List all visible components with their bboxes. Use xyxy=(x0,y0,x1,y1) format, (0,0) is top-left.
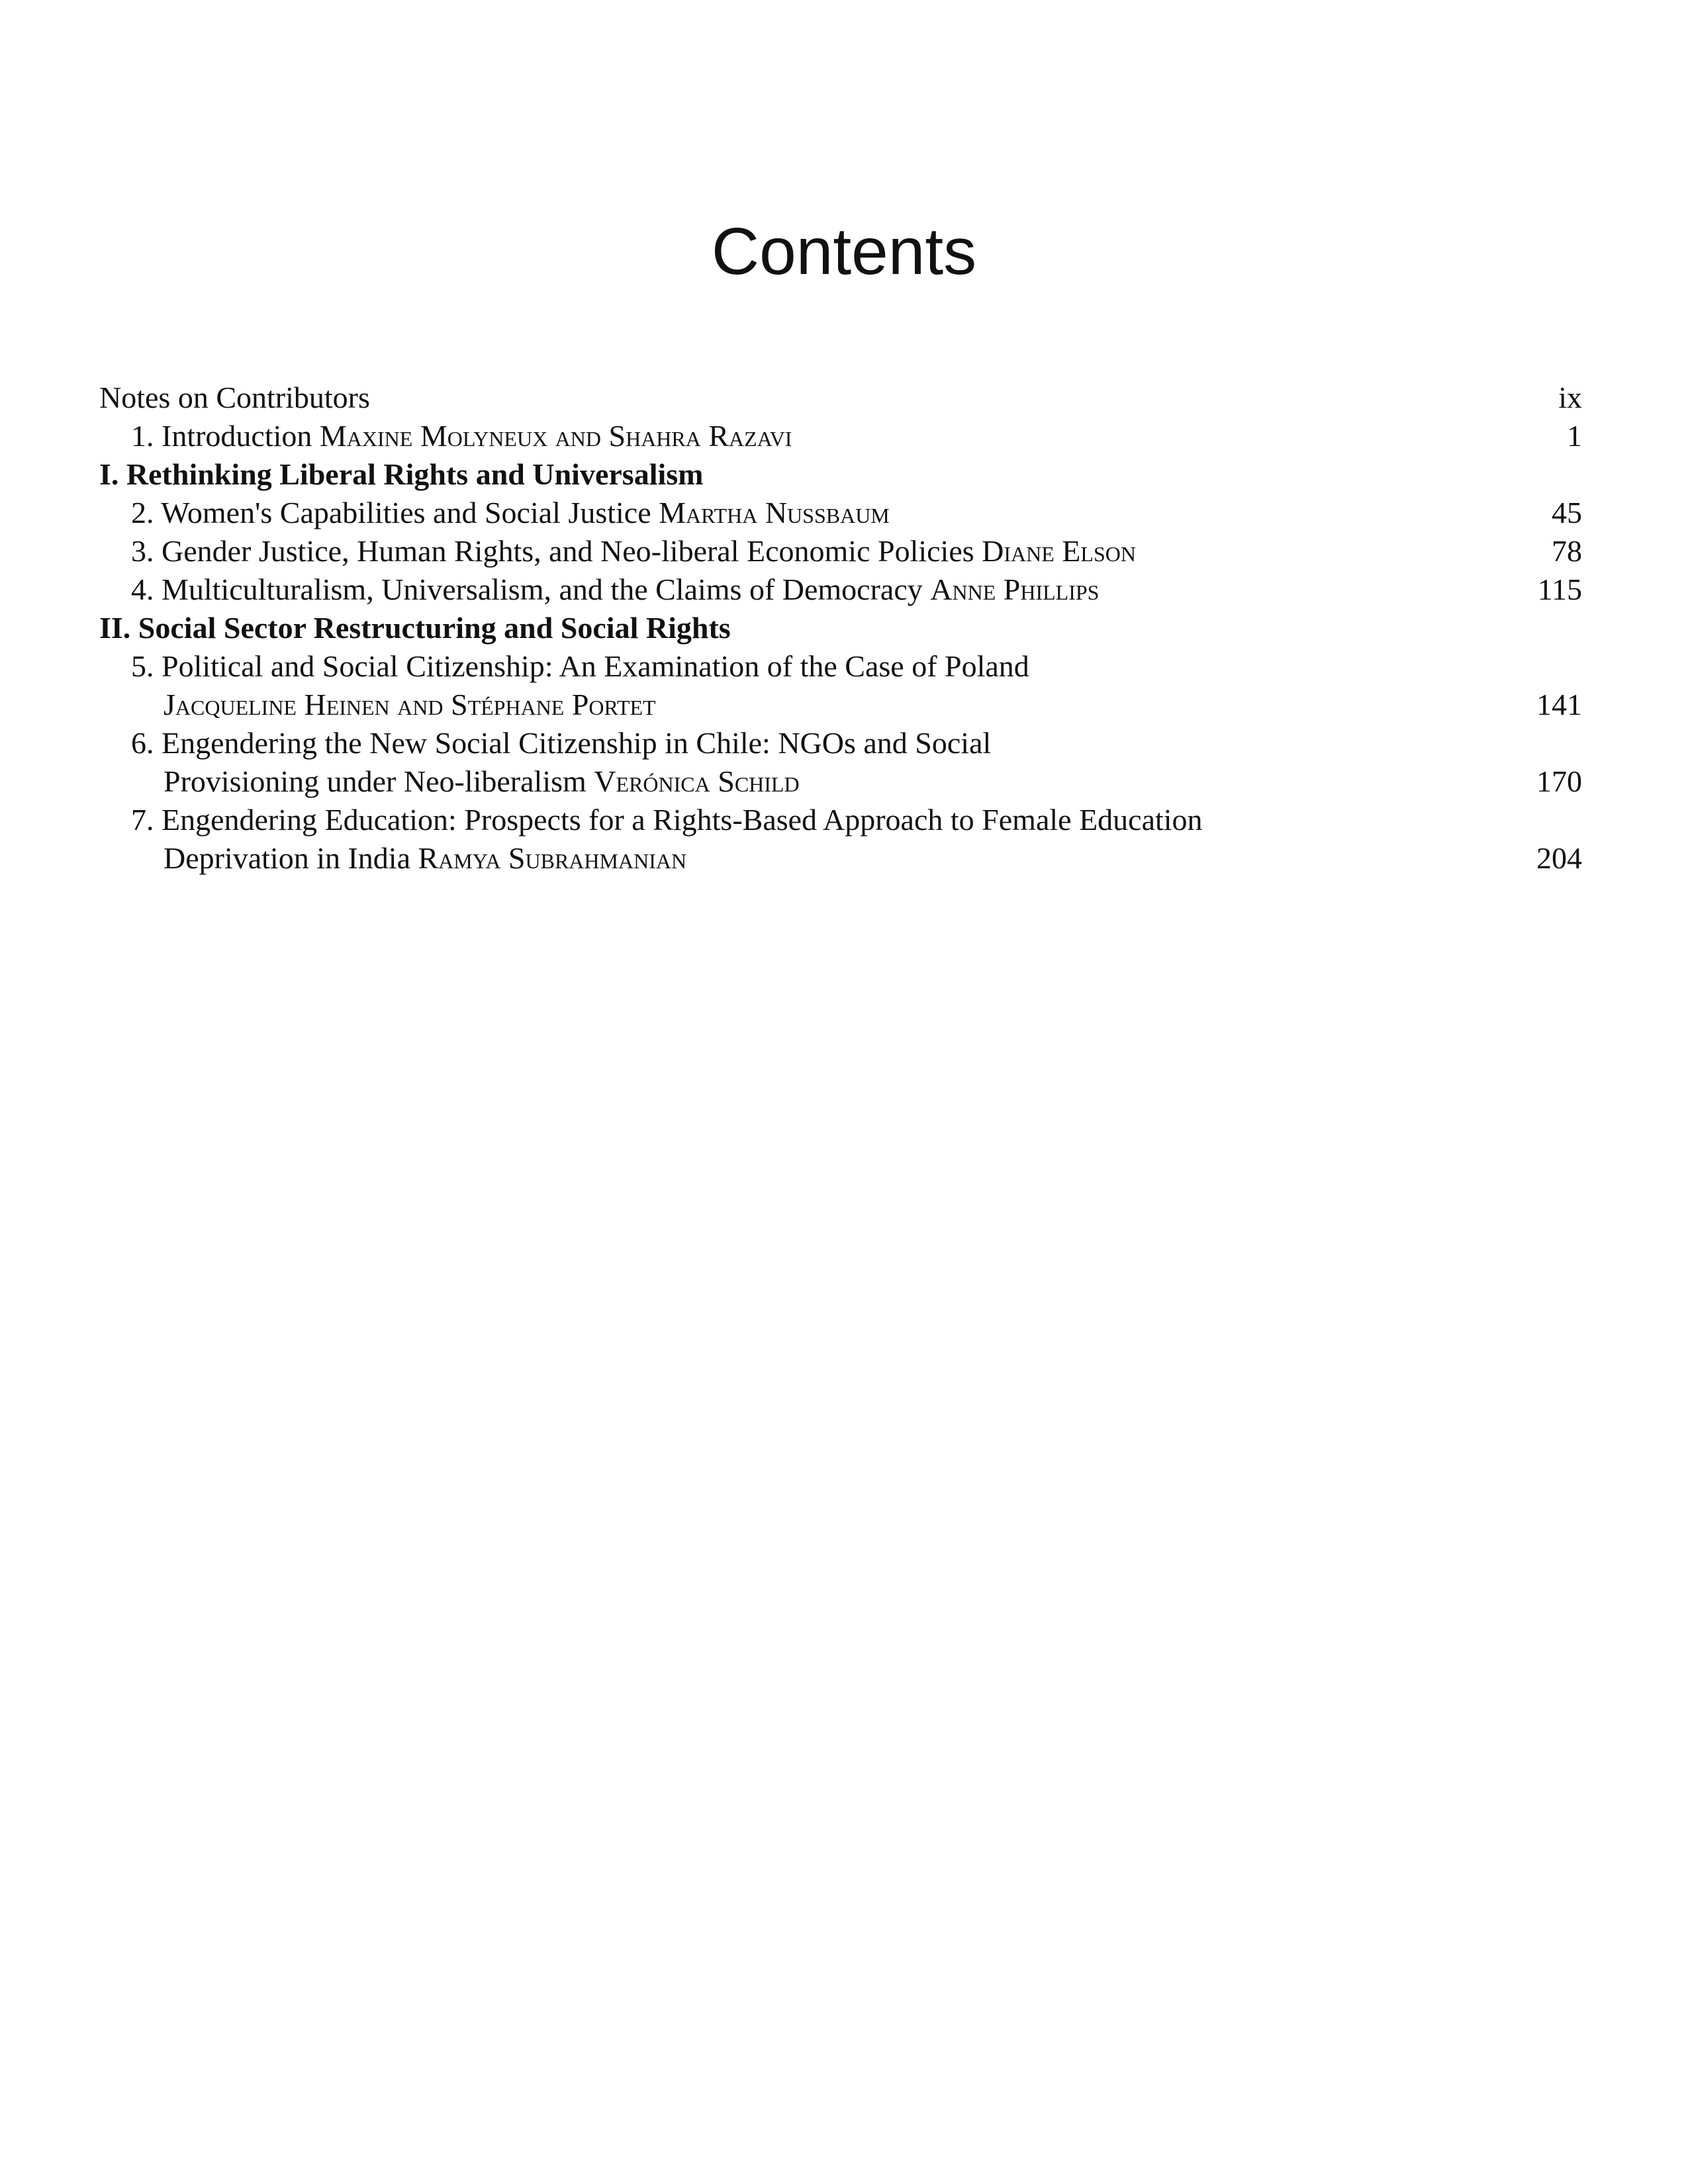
chapter-title-continued: Provisioning under Neo-liberalism xyxy=(164,764,586,798)
chapter-number: 1. xyxy=(131,419,154,453)
toc-entry-title: Notes on Contributors xyxy=(99,381,370,414)
page-title: Contents xyxy=(711,214,977,289)
chapter-number: 6. xyxy=(131,726,154,760)
chapter-authors: Diane Elson xyxy=(982,534,1136,568)
chapter-number: 4. xyxy=(131,572,154,606)
chapter-number: 7. xyxy=(131,803,154,837)
part-title: I. Rethinking Liberal Rights and Universalism xyxy=(99,457,704,491)
toc-entry-chapter-7-continued xyxy=(99,839,1582,878)
chapter-authors: Ramya Subrahmanian xyxy=(418,841,687,875)
chapter-title: Gender Justice, Human Rights, and Neo-liberal Economic Policies xyxy=(162,534,974,568)
table-of-contents xyxy=(99,379,1582,878)
chapter-title: Engendering Education: Prospects for a Rights-Based Approach to Female Education xyxy=(162,803,1203,837)
toc-page-number: ix xyxy=(1558,381,1582,414)
chapter-number: 5. xyxy=(131,649,154,683)
part-title: II. Social Sector Restructuring and Social Rights xyxy=(99,611,731,645)
toc-entry-chapter-5 xyxy=(99,647,1582,686)
chapter-title: Political and Social Citizenship: An Examination of the Case of Poland xyxy=(162,649,1029,683)
toc-entry-notes-on-contributors xyxy=(99,379,1582,417)
chapter-authors: Verónica Schild xyxy=(594,764,800,798)
chapter-title: Engendering the New Social Citizenship in Chile: NGOs and Social xyxy=(162,726,992,760)
toc-page-number: 45 xyxy=(1552,496,1582,529)
toc-entry-chapter-7 xyxy=(99,801,1582,839)
chapter-authors: Jacqueline Heinen and Stéphane Portet xyxy=(164,688,656,721)
toc-entry-chapter-3 xyxy=(99,532,1582,570)
toc-page-number: 115 xyxy=(1537,572,1582,606)
toc-part-heading-2 xyxy=(99,609,1582,647)
chapter-authors: Martha Nussbaum xyxy=(659,496,890,529)
toc-entry-chapter-2 xyxy=(99,494,1582,532)
toc-page-number: 141 xyxy=(1536,688,1582,721)
toc-page-number: 170 xyxy=(1536,764,1582,798)
toc-page-number: 204 xyxy=(1536,841,1582,875)
chapter-title: Multiculturalism, Universalism, and the Claims of Democracy xyxy=(162,572,923,606)
chapter-authors: Maxine Molyneux and Shahra Razavi xyxy=(319,419,792,453)
chapter-number: 3. xyxy=(131,534,154,568)
toc-entry-chapter-6-continued xyxy=(99,762,1582,801)
toc-part-heading-1 xyxy=(99,455,1582,494)
toc-entry-chapter-6 xyxy=(99,724,1582,762)
toc-page-number: 78 xyxy=(1552,534,1582,568)
toc-entry-chapter-1 xyxy=(99,417,1582,455)
chapter-title: Introduction xyxy=(162,419,312,453)
toc-page-number: 1 xyxy=(1567,419,1582,453)
chapter-authors: Anne Phillips xyxy=(930,572,1100,606)
chapter-title: Women's Capabilities and Social Justice xyxy=(161,496,651,529)
toc-entry-chapter-5-continued xyxy=(99,686,1582,724)
chapter-number: 2. xyxy=(131,496,154,529)
toc-entry-chapter-4 xyxy=(99,570,1582,609)
chapter-title-continued: Deprivation in India xyxy=(164,841,411,875)
